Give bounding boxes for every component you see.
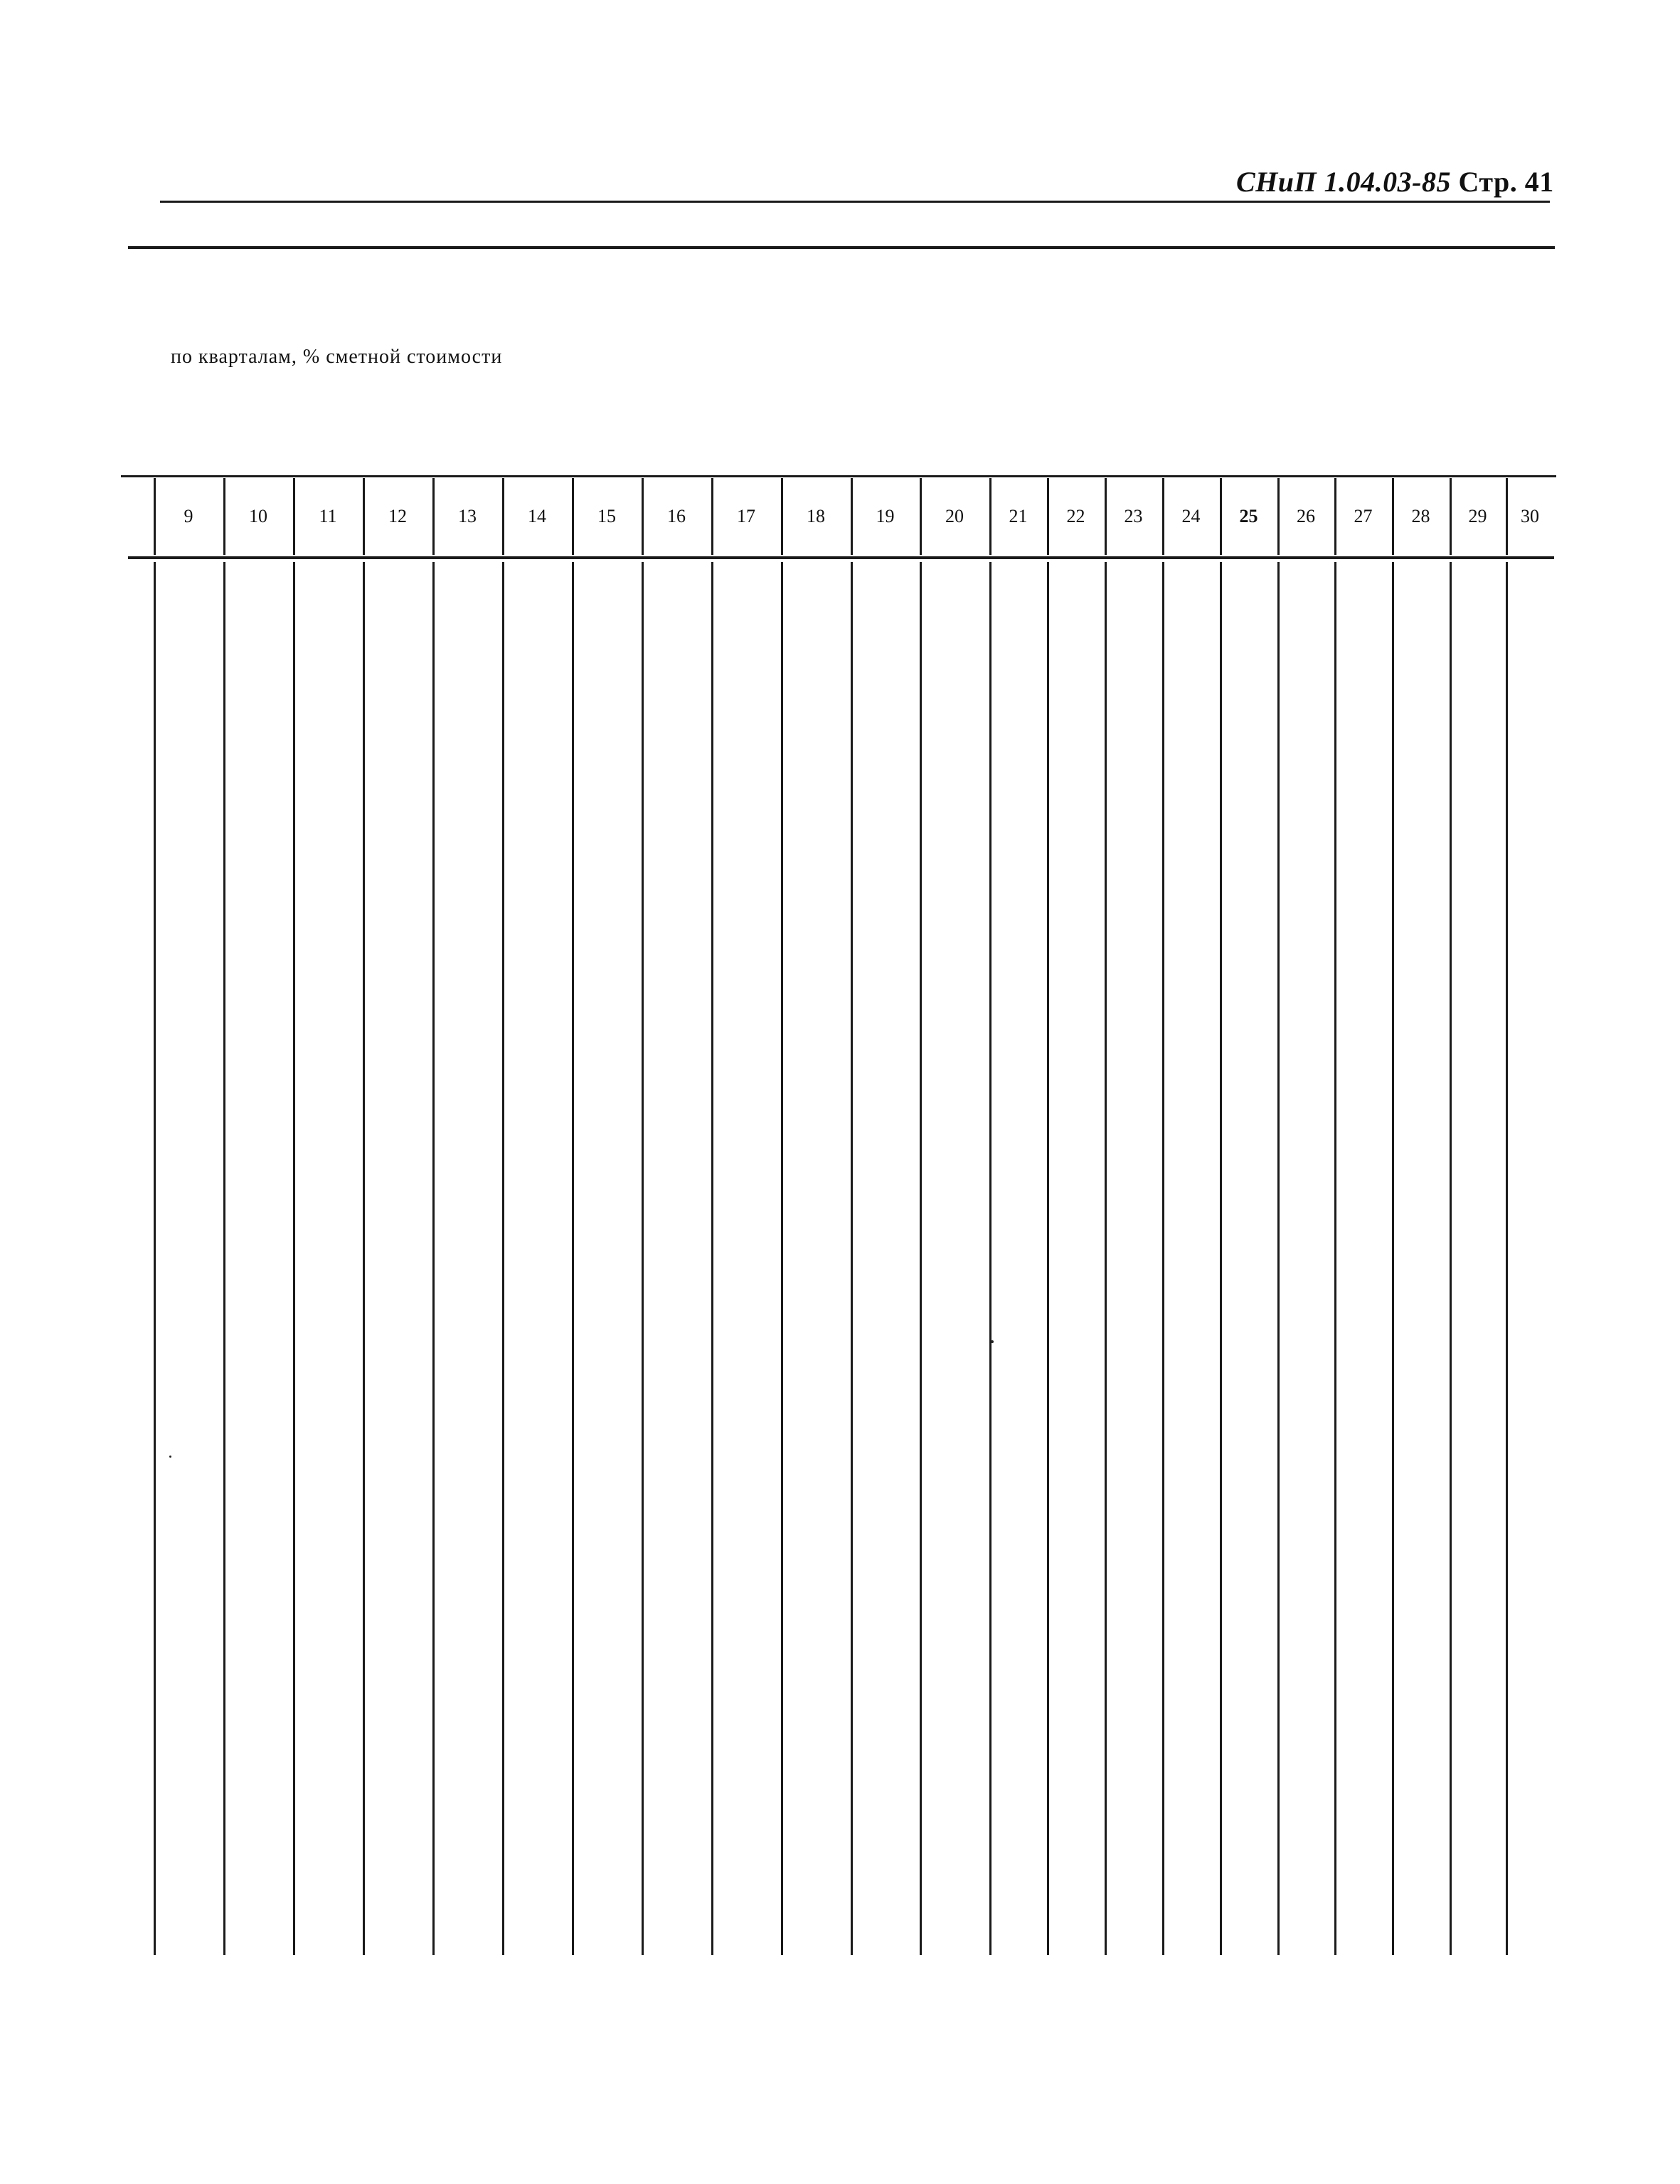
table-subtitle: по кварталам, % сметной стоимости [171, 346, 503, 368]
column-separator [1105, 562, 1107, 1955]
column-header: 28 [1411, 506, 1430, 526]
column-header: 15 [597, 506, 616, 526]
column-separator [223, 562, 225, 1955]
column-header: 23 [1124, 506, 1143, 526]
column-header: 18 [807, 506, 825, 526]
table-header-rule [128, 556, 1554, 559]
column-header: 17 [737, 506, 755, 526]
column-separator [711, 562, 713, 1955]
column-header: 27 [1354, 506, 1373, 526]
column-header: 12 [388, 506, 407, 526]
column-separator [1450, 562, 1452, 1955]
column-header: 13 [458, 506, 477, 526]
column-separator [1047, 562, 1049, 1955]
column-header: 11 [319, 506, 337, 526]
column-header: 30 [1521, 506, 1539, 526]
column-header: 25 [1239, 506, 1258, 526]
column-separator [642, 562, 644, 1955]
column-separator [502, 562, 504, 1955]
column-separator [363, 562, 365, 1955]
column-separator [293, 562, 295, 1955]
column-header: 10 [249, 506, 267, 526]
column-separator [989, 562, 991, 1955]
page-number-label: Стр. 41 [1458, 166, 1554, 198]
column-header: 14 [528, 506, 546, 526]
column-separator [851, 562, 853, 1955]
column-separator [1334, 562, 1336, 1955]
column-header: 26 [1297, 506, 1315, 526]
scan-speck [991, 1340, 994, 1343]
column-separator [1392, 562, 1394, 1955]
column-separator [1162, 562, 1164, 1955]
column-header: 19 [876, 506, 895, 526]
column-header: 20 [945, 506, 964, 526]
column-separator [1220, 562, 1222, 1955]
document-code: СНиП 1.04.03-85 [1236, 166, 1451, 198]
scan-speck [169, 1456, 171, 1458]
column-header: 16 [667, 506, 686, 526]
column-separator [920, 562, 922, 1955]
column-separator [1506, 562, 1508, 1955]
column-separator [572, 562, 574, 1955]
column-header: 22 [1066, 506, 1085, 526]
column-header: 9 [184, 506, 193, 526]
column-separator [781, 562, 783, 1955]
column-separator [154, 562, 156, 1955]
column-header: 24 [1181, 506, 1201, 526]
column-separator [1277, 562, 1280, 1955]
column-separator [432, 562, 435, 1955]
column-header: 29 [1468, 506, 1487, 526]
table-top-rule [121, 475, 1556, 477]
column-header: 21 [1009, 506, 1028, 526]
